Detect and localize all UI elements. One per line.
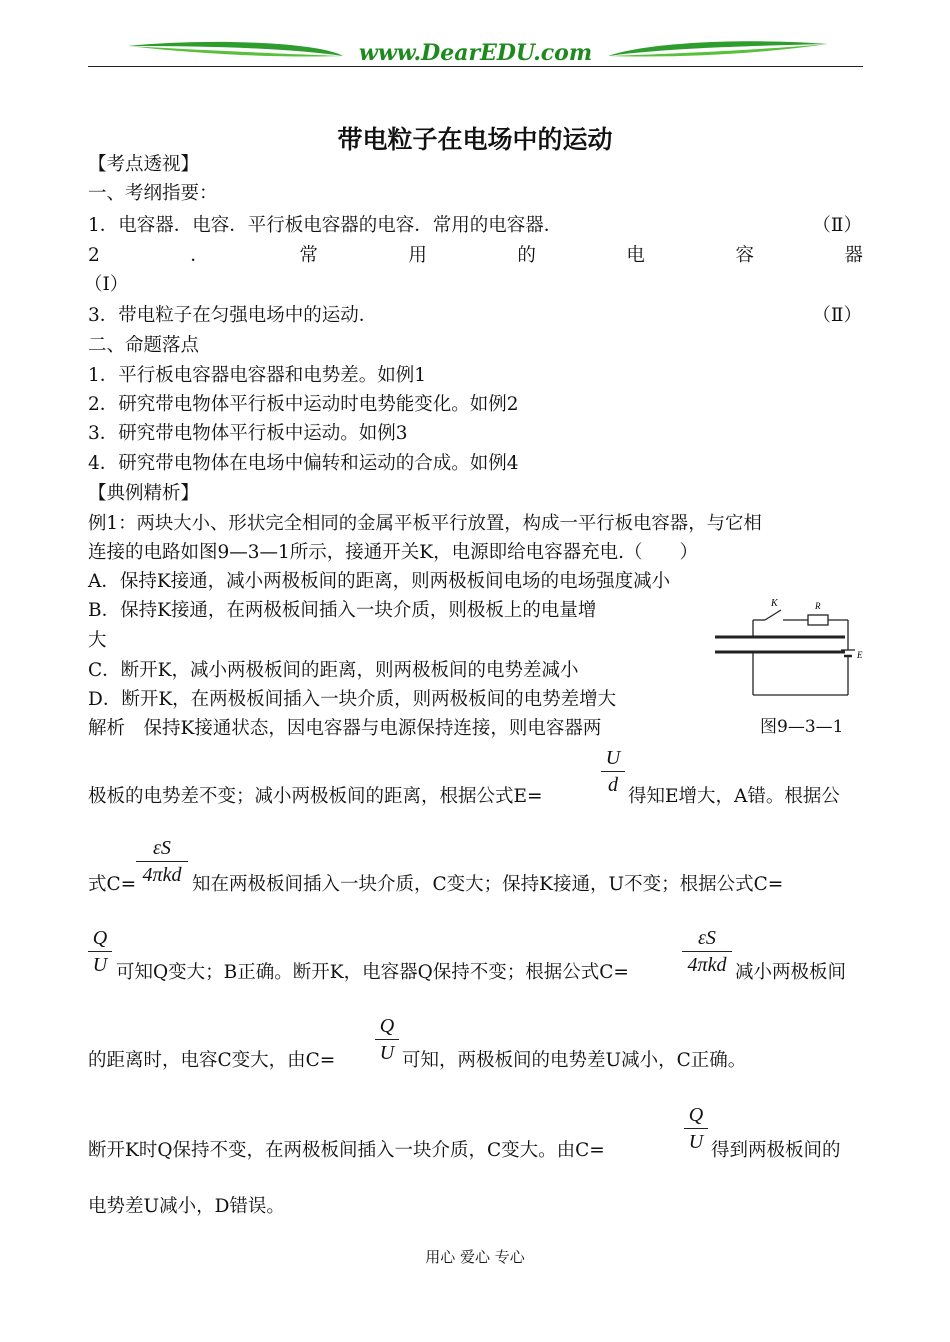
site-url[interactable]: www.DearEDU.com bbox=[358, 40, 593, 66]
option-c: C．断开K，减小两极板间的距离，则两极板间的电势差减小 bbox=[88, 660, 579, 681]
figure-caption: 图9—3—1 bbox=[760, 717, 844, 737]
formula-c2: Q U bbox=[88, 926, 112, 977]
point-item-3: 3．研究带电物体平行板中运动。如例3 bbox=[88, 423, 408, 444]
option-d: D．断开K，在两极板间插入一块介质，则两极板间的电势差增大 bbox=[88, 689, 617, 710]
option-a: A．保持K接通，减小两极板间的距离，则两极板间电场的电场强度减小 bbox=[88, 571, 671, 592]
analysis-line-3a: 式C= bbox=[88, 874, 137, 895]
formula-c1: εS 4πkd bbox=[136, 836, 188, 887]
section-heading-examples: 【典例精析】 bbox=[88, 483, 200, 504]
subheading-points: 二、命题落点 bbox=[88, 335, 200, 356]
analysis-line-1: 解析 保持K接通状态，因电容器与电源保持连接，则电容器两 bbox=[88, 718, 602, 739]
subheading-syllabus: 一、考纲指要： bbox=[88, 183, 218, 204]
syllabus-item-3: 3．带电粒子在匀强电场中的运动． bbox=[88, 305, 378, 326]
formula-c5: Q U bbox=[684, 1103, 708, 1154]
battery-label: E bbox=[857, 650, 863, 660]
analysis-line-2b: 得知E增大，A错。根据公 bbox=[628, 786, 840, 807]
syllabus-item-2: 2 ． 常 用 的 电 容 器 bbox=[88, 245, 863, 266]
analysis-line-2a: 极板的电势差不变；减小两极板间的距离，根据公式E= bbox=[88, 786, 543, 807]
analysis-line-5a: 的距离时，电容C变大，由C= bbox=[88, 1050, 336, 1071]
point-item-1: 1．平行板电容器电容器和电势差。如例1 bbox=[88, 365, 427, 386]
option-b-continued: 大 bbox=[88, 630, 107, 651]
point-item-4: 4．研究带电物体在电场中偏转和运动的合成。如例4 bbox=[88, 453, 519, 474]
header-rule bbox=[88, 66, 863, 67]
switch-label: K bbox=[771, 598, 778, 609]
analysis-line-3b: 知在两极板间插入一块介质，C变大；保持K接通，U不变；根据公式C= bbox=[192, 874, 784, 895]
circuit-diagram bbox=[705, 590, 865, 705]
example-line-2: 连接的电路如图9—3—1所示，接通开关K，电源即给电容器充电.（ ） bbox=[88, 542, 699, 563]
section-heading-kaodian: 【考点透视】 bbox=[88, 154, 200, 175]
formula-e: U d bbox=[601, 746, 625, 797]
syllabus-level-2: （Ⅰ） bbox=[84, 274, 129, 295]
analysis-line-4a: 可知Q变大；B正确。断开K，电容器Q保持不变；根据公式C= bbox=[116, 962, 629, 983]
page-footer: 用心 爱心 专心 bbox=[425, 1248, 525, 1266]
analysis-line-5b: 可知，两极板间的电势差U减小，C正确。 bbox=[402, 1050, 747, 1071]
option-b: B．保持K接通，在两极板间插入一块介质，则极板上的电量增 bbox=[88, 600, 597, 621]
example-line-1: 例1：两块大小、形状完全相同的金属平板平行放置，构成一平行板电容器，与它相 bbox=[88, 513, 762, 534]
analysis-line-4b: 减小两极板间 bbox=[735, 962, 847, 983]
resistor-label: R bbox=[815, 601, 821, 611]
formula-c3: εS 4πkd bbox=[682, 926, 732, 977]
analysis-line-6b: 得到两极板间的 bbox=[711, 1140, 841, 1161]
point-item-2: 2．研究带电物体平行板中运动时电势能变化。如例2 bbox=[88, 394, 519, 415]
syllabus-level-3: （Ⅱ） bbox=[812, 305, 862, 326]
analysis-line-7: 电势差U减小，D错误。 bbox=[88, 1196, 285, 1217]
page-title: 带电粒子在电场中的运动 bbox=[337, 125, 613, 154]
analysis-line-6a: 断开K时Q保持不变，在两极板间插入一块介质，C变大。由C= bbox=[88, 1140, 605, 1161]
syllabus-level-1: （Ⅱ） bbox=[812, 215, 862, 236]
formula-c4: Q U bbox=[375, 1014, 399, 1065]
syllabus-item-1: 1．电容器．电容．平行板电容器的电容．常用的电容器． bbox=[88, 215, 563, 236]
